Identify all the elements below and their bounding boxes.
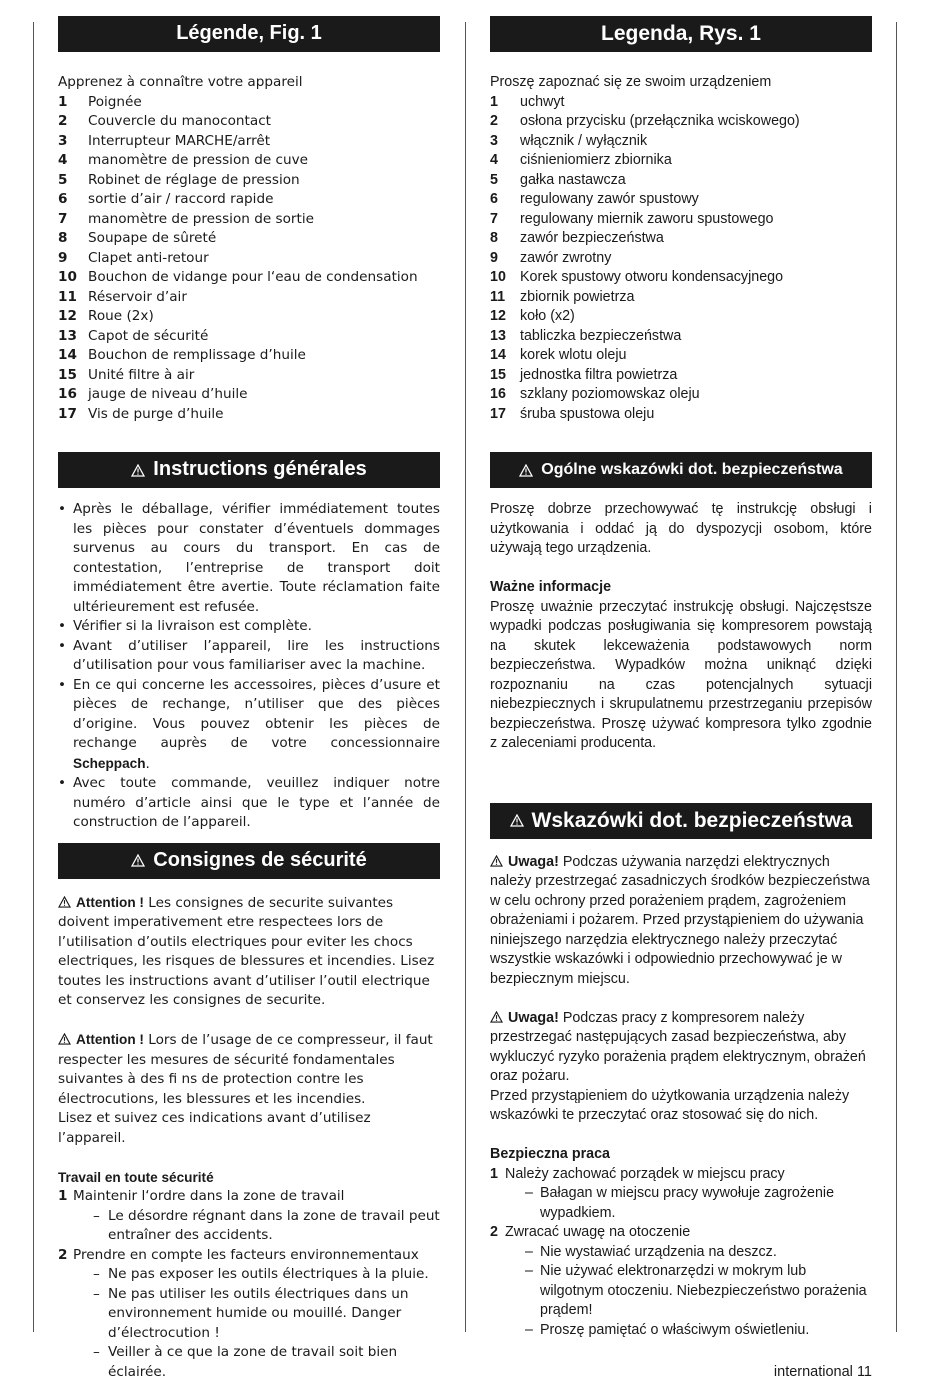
legend-item	[490, 171, 872, 191]
legend-item-number: 9	[490, 249, 498, 266]
warning-triangle-icon	[58, 1033, 71, 1045]
legend-item	[490, 366, 872, 386]
legend-item-label: śruba spustowa oleju	[520, 405, 655, 422]
legend-item-number: 1	[490, 93, 498, 110]
work-step-dashes	[73, 1265, 440, 1382]
warning-triangle-icon	[519, 464, 533, 477]
legend-item-number: 7	[490, 210, 498, 227]
legend-list-pl	[490, 93, 872, 425]
legend-item-number: 6	[58, 191, 68, 207]
polish-column	[490, 16, 872, 1340]
legend-item-label: Roue (2x)	[88, 308, 154, 324]
legend-item-number: 9	[58, 249, 68, 266]
general-bullet-fr: • Après le déballage, vérifier immédiatement toutes les pièces pour constater d’éventuels dommages survenus au cours du transport. En cas de contestation, l’entreprise de transport doit immédiatement être avertie. Toute réclamation faite ultérieurement est refusée.	[58, 500, 440, 617]
legend-heading-fr: Légende, Fig. 1	[58, 16, 440, 52]
legend-item-number: 7	[58, 210, 68, 227]
right-margin-rule	[896, 22, 897, 1332]
legend-item-label: jauge de niveau d’huile	[88, 386, 248, 402]
legend-item-number: 12	[58, 308, 77, 324]
legend-item	[490, 327, 872, 347]
general-heading-fr: Instructions générales	[58, 452, 440, 488]
legend-item	[58, 229, 440, 249]
general-bullet-fr: • Vérifier si la livraison est complète.	[58, 617, 440, 637]
legend-item-label: szklany poziomowskaz oleju	[520, 386, 700, 402]
general-bullet-fr: • En ce qui concerne les accessoires, pièces d’usure et pièces de rechange, n’utiliser que des pièces d’origine. Vous pouvez obtenir les pièces de rechange auprès de votre concessionnaire Scheppach.	[58, 676, 440, 775]
french-column	[58, 16, 440, 1382]
warning-triangle-icon	[490, 855, 503, 867]
legend-item-number: 13	[58, 327, 77, 344]
work-step-title: Maintenir l‘ordre dans la zone de travail	[73, 1188, 345, 1204]
left-margin-rule	[33, 22, 34, 1332]
legend-item-number: 15	[58, 366, 77, 383]
legend-item	[490, 307, 872, 327]
work-step-title: Zwracać uwagę na otoczenie	[505, 1224, 691, 1240]
legend-item-label: Couvercle du manocontact	[88, 113, 271, 129]
legend-item-label: gałka nastawcza	[520, 171, 626, 188]
legend-item-number: 10	[58, 269, 77, 285]
important-heading-pl: Ważne informacje	[490, 579, 612, 595]
brand-name: Scheppach	[73, 755, 146, 771]
dash-item: – Ne pas exposer les outils électriques à la pluie.	[93, 1265, 440, 1285]
legend-item-number: 12	[490, 308, 506, 324]
work-step-dashes	[505, 1243, 872, 1341]
legend-item-number: 1	[58, 93, 68, 110]
safety-heading-fr: Consignes de sécurité	[58, 843, 440, 879]
legend-item-number: 2	[58, 113, 68, 129]
work-step	[58, 1187, 440, 1246]
legend-item-label: Poignée	[88, 93, 142, 110]
dash-item: – Nie używać elektronarzędzi w mokrym lub wilgotnym otoczeniu. Niebezpieczeństwo porażenia prądem!	[525, 1262, 872, 1321]
legend-item	[490, 210, 872, 230]
legend-item	[490, 132, 872, 152]
center-divider	[465, 22, 466, 1332]
safety-para-2-fr: Attention ! Lors de l’usage de ce compresseur, il faut respecter les mesures de sécurité fondamentales suivantes à des fi ns de protection contre les électrocutions, les blessures et les incendies.	[58, 1032, 433, 1107]
legend-item-label: sortie d’air / raccord rapide	[88, 191, 274, 207]
legend-item	[490, 288, 872, 308]
warning-triangle-icon	[58, 896, 71, 908]
legend-item	[58, 171, 440, 191]
legend-item-label: Bouchon de remplissage d’huile	[88, 347, 306, 363]
work-step-number: 1	[58, 1188, 68, 1204]
legend-item-number: 8	[490, 230, 498, 246]
legend-item-number: 6	[490, 191, 498, 207]
legend-item-label: Interrupteur MARCHE/arrêt	[88, 132, 271, 149]
legend-item-number: 17	[58, 405, 77, 422]
legend-item	[490, 385, 872, 405]
dash-item: – Veiller à ce que la zone de travail soit bien éclairée.	[93, 1343, 440, 1382]
legend-item	[58, 151, 440, 171]
legend-item-label: korek wlotu oleju	[520, 347, 627, 363]
legend-item-label: Réservoir d’air	[88, 288, 187, 305]
legend-item-number: 16	[490, 386, 506, 402]
work-step-title: Prendre en compte les facteurs environnementaux	[73, 1246, 419, 1263]
dash-item: – Nie wystawiać urządzenia na deszcz.	[525, 1243, 872, 1263]
general-heading-pl: Ogólne wskazówki dot. bezpieczeństwa	[490, 452, 872, 488]
legend-item-label: włącznik / wyłącznik	[520, 132, 648, 149]
legend-item	[58, 288, 440, 308]
legend-item-label: jednostka filtra powietrza	[520, 366, 678, 383]
legend-item-label: Korek spustowy otworu kondensacyjnego	[520, 269, 784, 285]
page-footer	[774, 1364, 872, 1380]
dash-item: – Le désordre régnant dans la zone de travail peut entraîner des accidents.	[93, 1207, 440, 1246]
legend-item-label: koło (x2)	[520, 308, 575, 324]
safety-para-3-pl: Przed przystąpieniem do użytkowania urządzenia należy wskazówki te przeczytać oraz stosować się do nich.	[490, 1087, 850, 1123]
legend-item	[490, 249, 872, 269]
legend-item-number: 11	[490, 288, 506, 305]
legend-item-number: 5	[58, 171, 68, 188]
legend-item-label: Bouchon de vidange pour l‘eau de condensation	[88, 269, 418, 285]
legend-item	[58, 249, 440, 269]
work-heading-pl: Bezpieczna praca	[490, 1146, 610, 1162]
legend-item-number: 5	[490, 171, 498, 188]
legend-item-number: 14	[490, 347, 506, 363]
legend-intro-fr: Apprenez à connaître votre appareil	[58, 74, 303, 90]
legend-item-label: tabliczka bezpieczeństwa	[520, 327, 682, 344]
dash-item: – Proszę pamiętać o właściwym oświetleniu.	[525, 1321, 872, 1341]
legend-item-label: zawór zwrotny	[520, 249, 612, 266]
legend-item	[58, 210, 440, 230]
legend-item-label: Unité filtre à air	[88, 366, 195, 383]
work-step	[490, 1165, 872, 1224]
warning-triangle-icon	[131, 464, 145, 477]
general-bullet-fr: • Avec toute commande, veuillez indiquer notre numéro d’article ainsi que le type et l’année de construction de l’appareil.	[58, 774, 440, 833]
legend-item	[490, 229, 872, 249]
legend-item	[58, 405, 440, 425]
legend-item	[490, 268, 872, 288]
warning-triangle-icon	[131, 854, 145, 867]
legend-item-label: manomètre de pression de sortie	[88, 210, 314, 227]
work-step	[490, 1223, 872, 1340]
page-number: 11	[856, 1364, 872, 1380]
work-step-number: 1	[490, 1165, 498, 1182]
general-bullets-fr	[58, 500, 440, 833]
legend-item-label: manomètre de pression de cuve	[88, 152, 309, 168]
legend-item-number: 14	[58, 347, 77, 363]
legend-item	[58, 268, 440, 288]
legend-item-label: zbiornik powietrza	[520, 288, 635, 305]
safety-heading-pl: Wskazówki dot. bezpieczeństwa	[490, 803, 872, 839]
legend-item	[58, 190, 440, 210]
legend-item-number: 11	[58, 288, 77, 305]
work-steps-pl	[490, 1165, 872, 1341]
legend-item-label: regulowany zawór spustowy	[520, 191, 699, 207]
legend-item-number: 3	[58, 132, 68, 149]
important-para-pl: Proszę uważnie przeczytać instrukcję obsługi. Najczęstsze wypadki podczas posługiwania się kompresorem powstają na skutek lekceważenia podstawowych norm bezpieczeństwa. Wypadków można uniknąć dzięki rozpoznaniu na czas potencjalnych sytuacji niebezpiecznych i skrupulatnemu przestrzeganiu przepisów bezpieczeństwa. Proszę używać kompresora tylko zgodnie z zaleceniami producenta.	[490, 598, 872, 751]
legend-item-label: ciśnieniomierz zbiornika	[520, 152, 672, 168]
legend-item	[58, 93, 440, 113]
legend-item	[490, 346, 872, 366]
legend-item-number: 17	[490, 405, 506, 422]
legend-item-number: 10	[490, 269, 506, 285]
legend-item-label: Vis de purge d’huile	[88, 405, 224, 422]
legend-item	[58, 366, 440, 386]
legend-item-number: 2	[490, 113, 498, 129]
legend-item	[58, 327, 440, 347]
legend-item	[490, 190, 872, 210]
legend-item-label: Robinet de réglage de pression	[88, 171, 300, 188]
legend-item-number: 13	[490, 327, 506, 344]
work-step-number: 2	[490, 1224, 498, 1240]
dash-item: – Bałagan w miejscu pracy wywołuje zagrożenie wypadkiem.	[525, 1184, 872, 1223]
legend-heading-pl: Legenda, Rys. 1	[490, 16, 872, 52]
legend-item-label: Clapet anti-retour	[88, 249, 209, 266]
warning-triangle-icon	[490, 1011, 503, 1023]
legend-item-label: uchwyt	[520, 93, 565, 110]
legend-item	[490, 151, 872, 171]
legend-intro-pl: Proszę zapoznać się ze swoim urządzeniem	[490, 74, 772, 90]
general-bullet-fr: • Avant d’utiliser l’appareil, lire les instructions d’utilisation pour vous familiariser avec la machine.	[58, 637, 440, 676]
legend-item	[490, 93, 872, 113]
legend-item	[58, 112, 440, 132]
legend-item-label: Capot de sécurité	[88, 327, 209, 344]
legend-item-label: zawór bezpieczeństwa	[520, 230, 664, 246]
legend-list-fr	[58, 93, 440, 425]
work-steps-fr	[58, 1187, 440, 1382]
legend-item-number: 16	[58, 386, 77, 402]
legend-item	[490, 405, 872, 425]
work-step-dashes	[73, 1207, 440, 1246]
dash-item: – Ne pas utiliser les outils électriques dans un environnement humide ou mouillé. Danger d’électrocution !	[93, 1285, 440, 1344]
work-step-title: Należy zachować porządek w miejscu pracy	[505, 1165, 785, 1182]
legend-item-label: osłona przycisku (przełącznika wciskowego)	[520, 113, 800, 129]
work-step	[58, 1246, 440, 1383]
footer-label: international	[773, 1364, 853, 1380]
safety-para-3-fr: Lisez et suivez ces indications avant d’utilisez l’appareil.	[58, 1110, 371, 1146]
warning-triangle-icon	[510, 814, 524, 827]
legend-item-number: 3	[490, 132, 498, 149]
legend-item-number: 15	[490, 366, 506, 383]
legend-item	[58, 307, 440, 327]
safety-para-1-pl: Uwaga! Podczas używania narzędzi elektrycznych należy przestrzegać zasadniczych środków bezpieczeństwa w celu ochrony przed porażeniem prądem, zagrożeniem obrażeniami i pożarem. Przed przystąpieniem do używania niniejszego narzędzia elektrycznego należy przeczytać wszystkie wskazówki i odpowiednio przechowywać je w bezpiecznym miejscu.	[490, 853, 870, 987]
general-para-pl: Proszę dobrze przechowywać tę instrukcję obsługi i użytkowania i oddać ją do dyspozycji osobom, które używają tego urządzenia.	[490, 501, 872, 556]
legend-item	[58, 346, 440, 366]
work-step-number: 2	[58, 1246, 68, 1263]
safety-para-2-pl: Uwaga! Podczas pracy z kompresorem należy przestrzegać następujących zasad bezpieczeństwa, aby wykluczyć ryzyko porażenia prądem elektrycznym, obrażeń oraz pożaru.	[490, 1009, 866, 1084]
work-step-dashes	[505, 1184, 872, 1223]
legend-item-label: Soupape de sûreté	[88, 230, 217, 246]
legend-item-number: 4	[490, 152, 498, 168]
legend-item-label: regulowany miernik zaworu spustowego	[520, 210, 774, 227]
legend-item-number: 8	[58, 230, 68, 246]
safety-para-1-fr: Attention ! Les consignes de securite suivantes doivent imperativement etre respectees lors de l’utilisation d’outils electriques pour eviter les chocs electriques, les risques de blessures et incendies. Lisez toutes les instructions avant d’utiliser l’outil electrique et conservez les consignes de securite.	[58, 894, 435, 1008]
legend-item-number: 4	[58, 152, 68, 168]
legend-item	[490, 112, 872, 132]
work-heading-fr: Travail en toute sécurité	[58, 1169, 214, 1185]
legend-item	[58, 385, 440, 405]
legend-item	[58, 132, 440, 152]
